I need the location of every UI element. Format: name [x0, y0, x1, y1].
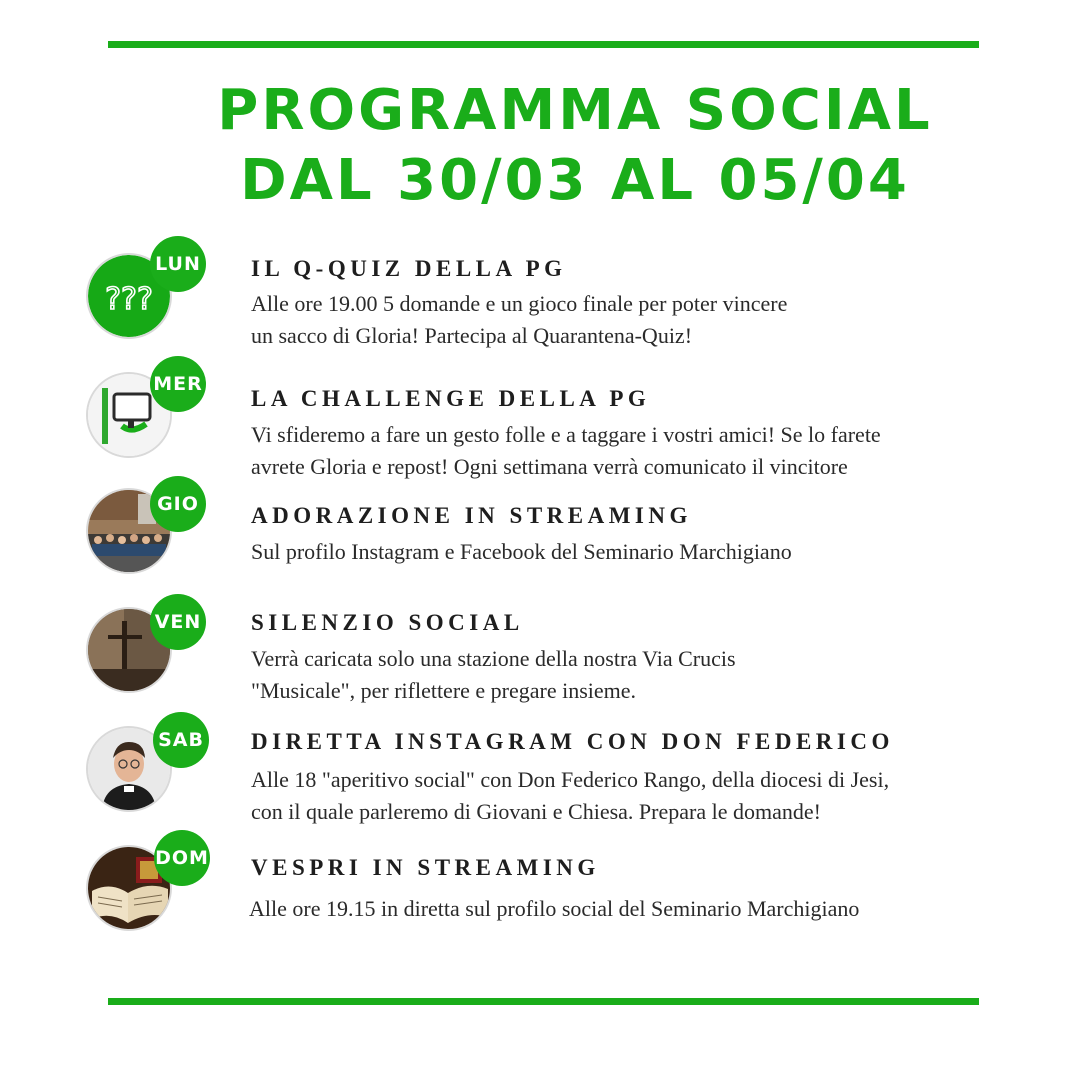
item-heading: IL Q-QUIZ DELLA PG: [251, 256, 567, 281]
item-heading: DIRETTA INSTAGRAM CON DON FEDERICO: [251, 729, 894, 754]
item-heading: SILENZIO SOCIAL: [251, 610, 524, 635]
item-description: Alle 18 "aperitivo social" con Don Federico Rango, della diocesi di Jesi, con il quale parleremo di Giovani e Chiesa. Prepara le domande!: [251, 767, 890, 824]
day-badge-dom: DOM: [154, 830, 210, 886]
item-description: Sul profilo Instagram e Facebook del Seminario Marchigiano: [251, 539, 792, 564]
bottom-divider: [108, 998, 979, 1005]
item-description: Verrà caricata solo una stazione della nostra Via Crucis "Musicale", per riflettere e pregare insieme.: [251, 646, 736, 703]
item-heading: ADORAZIONE IN STREAMING: [251, 503, 692, 528]
svg-text:???: ???: [105, 282, 153, 317]
day-badge-gio: GIO: [150, 476, 206, 532]
page-title: [150, 76, 1000, 216]
item-heading: LA CHALLENGE DELLA PG: [251, 386, 651, 411]
item-description: Alle ore 19.00 5 domande e un gioco finale per poter vincere un sacco di Gloria! Partecipa al Quarantena-Quiz!: [251, 291, 788, 348]
day-badge-mer: MER: [150, 356, 206, 412]
top-divider: [108, 41, 979, 48]
item-heading: VESPRI IN STREAMING: [251, 855, 600, 880]
item-description: Alle ore 19.15 in diretta sul profilo social del Seminario Marchigiano: [249, 896, 860, 921]
title-line-2: DAL 30/03 AL 05/04: [240, 148, 910, 213]
title-line-1: PROGRAMMA SOCIAL: [217, 78, 933, 143]
day-badge-lun: LUN: [150, 236, 206, 292]
item-description: Vi sfideremo a fare un gesto folle e a taggare i vostri amici! Se lo farete avrete Gloria e repost! Ogni settimana verrà comunicato il vincitore: [251, 422, 881, 479]
day-badge-ven: VEN: [150, 594, 206, 650]
day-badge-sab: SAB: [153, 712, 209, 768]
